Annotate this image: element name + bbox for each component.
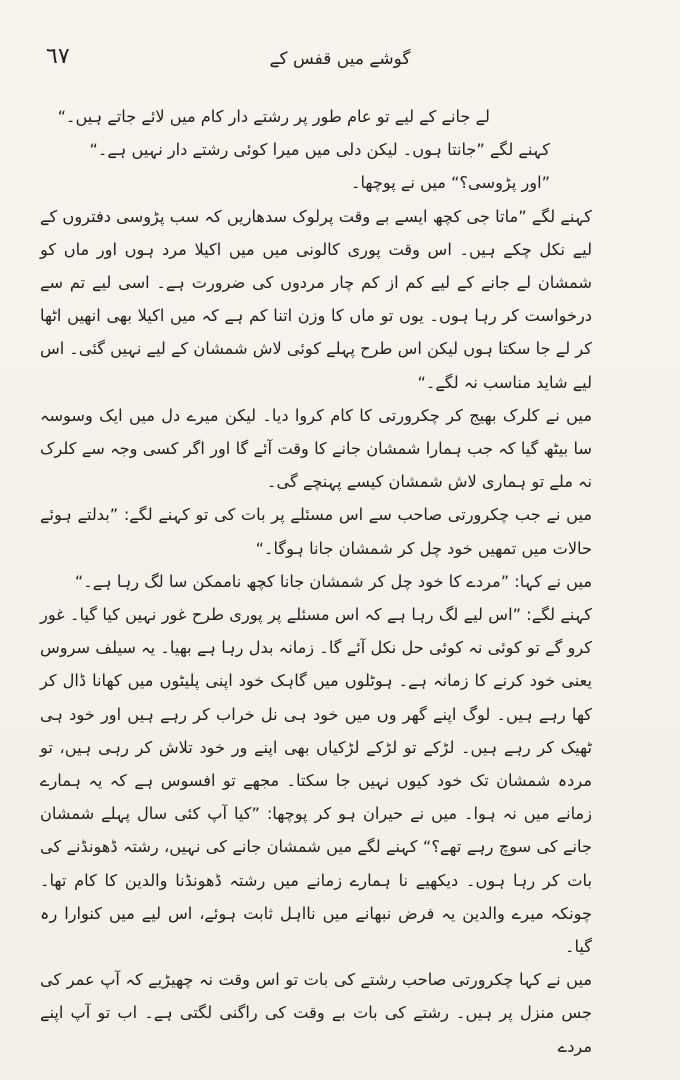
running-title: گوشے میں قفس کے: [269, 49, 411, 69]
body-text: [40, 100, 640, 1060]
paragraph: کہنے لگے: ”اس لیے لگ رہا ہے کہ اس مسئلے پر پوری طرح غور نہیں کیا گیا۔ غور کرو گے تو کوئی نہ کوئی حل نکل آئے گا۔ زمانہ بدل رہا ہے بھیا۔ یہ سیلف سروس یعنی خود کرنے کا زمانہ ہے۔ ہوٹلوں میں گاہک خود اپنی پلیٹوں میں کھانا ڈال کر کھا رہے ہیں۔ لوگ اپنے گھر وں میں خود ہی نل خراب کر رہے ہیں اور خود ہی ٹھیک کر رہے ہیں۔ لڑکے تو لڑکے لڑکیاں بھی اپنے ور خود تلاش کر رہی ہیں، تو مردہ شمشان تک خود کیوں نہیں جا سکتا۔ مجھے تو افسوس ہے کہ یہ ہمارے زمانے میں نہ ہوا۔ میں نے حیران ہو کر پوچھا: ”کیا آپ کئی سال پہلے شمشان جانے کی سوچ رہے تھے؟“ کہنے لگے میں شمشان جانے کی نہیں، رشتہ ڈھونڈنے کی بات کر رہا ہوں۔ دیکھیے نا ہمارے زمانے میں رشتہ ڈھونڈنا والدین کا کام تھا۔ چونکہ میرے والدین یہ فرض نبھانے میں نااہل ثابت ہوئے، اس لیے میں کنوارا رہ گیا۔: [40, 605, 592, 957]
paragraph: میں نے جب چکرورتی صاحب سے اس مسئلے پر بات کی تو کہنے لگے: ”بدلتے ہوئے حالات میں تمھیں خود چل کر شمشان جانا ہوگا۔“: [40, 505, 592, 558]
paragraph: لے جانے کے لیے تو عام طور پر رشتے دار کام میں لائے جاتے ہیں۔“: [57, 107, 490, 126]
paragraph: میں نے کہا چکرورتی صاحب رشتے کی بات تو اس وقت نہ چھیڑیے کہ آپ عمر کی جس منزل پر ہیں۔ رشتے کی بات بے وقت کی راگنی لگتی ہے۔ اب تو آپ اپنے مردے: [40, 970, 592, 1056]
paragraph: کہنے لگے ”ماتا جی کچھ ایسے بے وقت پرلوک سدھاریں کہ سب پڑوسی دفتروں کے لیے نکل چکے ہیں۔ اس وقت پوری کالونی میں میں اکیلا مرد ہوں اور ماں کو شمشان لے جانے کے لیے کم از کم چار مردوں کی ضرورت ہے۔ اسی لیے تم سے درخواست کر رہا ہوں۔ یوں تو ماں کا وزن اتنا کم ہے کہ میں اکیلا بھی انھیں اٹھا کر لے جا سکتا ہوں لیکن اس طرح پہلے کوئی لاش شمشان کے لیے نہیں گئی۔ اس لیے شاید مناسب نہ لگے۔“: [40, 206, 592, 392]
paragraph: میں نے کلرک بھیج کر چکرورتی کا کام کروا دیا۔ لیکن میرے دل میں ایک وسوسہ سا بیٹھ گیا کہ جب ہمارا شمشان جانے کا وقت آئے گا اور اگر کسی وجہ سے کلرک نہ ملے تو ہماری لاش شمشان کیسے پہنچے گی۔: [40, 405, 592, 492]
page-number: ٦٧: [46, 44, 70, 69]
page-header: [40, 40, 640, 100]
paragraph: کہنے لگے ”جانتا ہوں۔ لیکن دلی میں میرا کوئی رشتے دار نہیں ہے۔“: [89, 140, 550, 160]
paragraph: میں نے کہا: ”مردے کا خود چل کر شمشان جانا کچھ ناممکن سا لگ رہا ہے۔“: [74, 571, 592, 591]
paragraph: ”اور پڑوسی؟“ میں نے پوچھا۔: [350, 173, 550, 193]
